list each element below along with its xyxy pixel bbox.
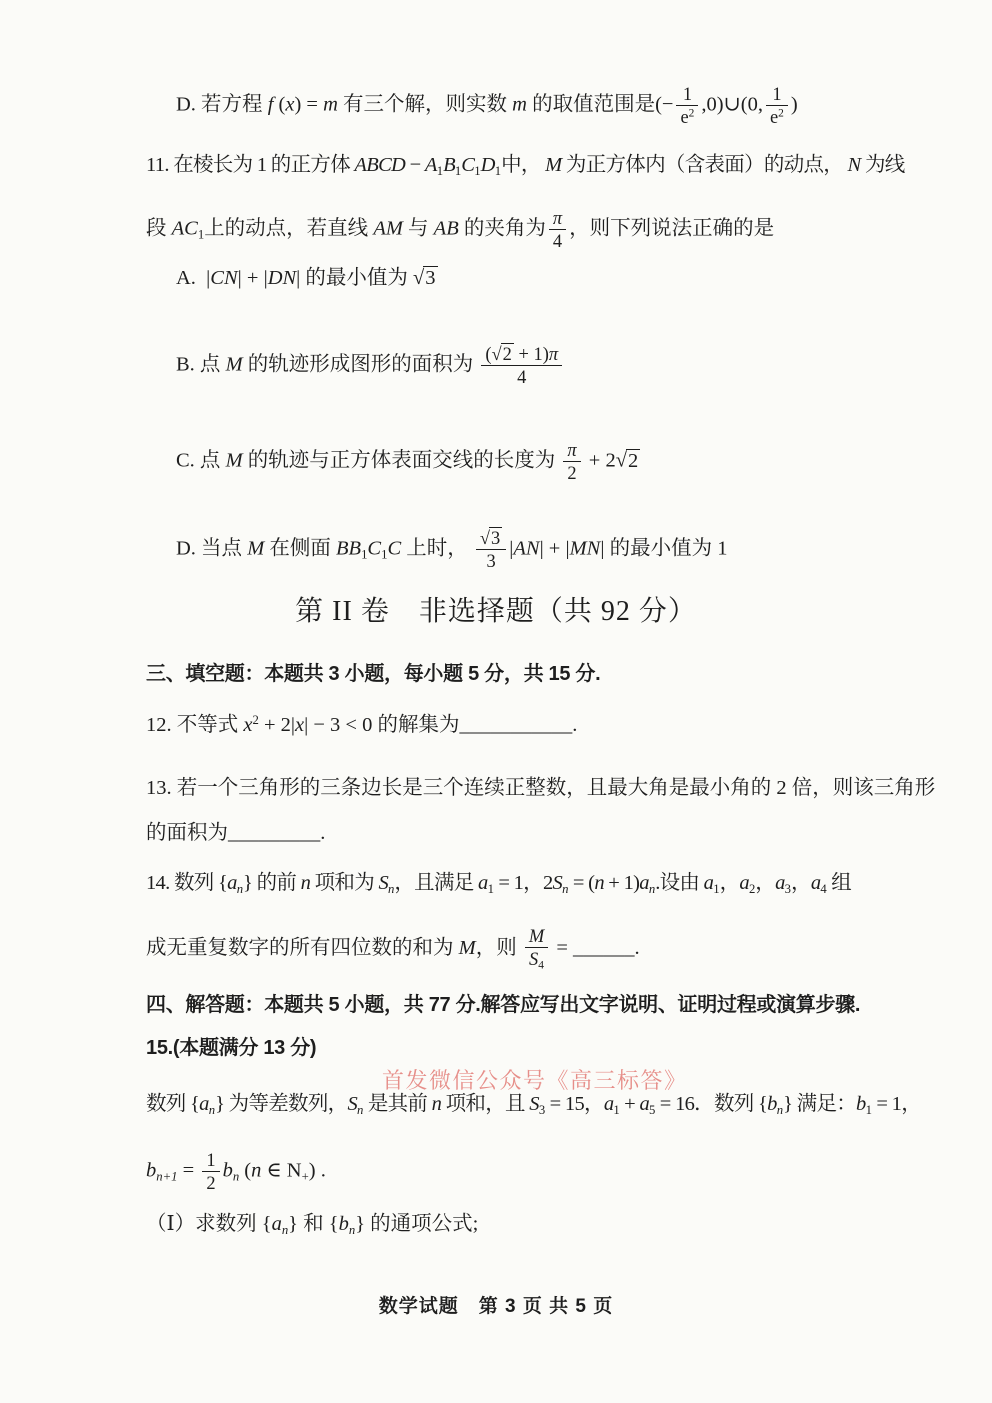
- math-var: x: [295, 714, 305, 736]
- question-13-line-1: [146, 775, 935, 802]
- text: 在侧面: [264, 537, 337, 560]
- question-15-stem-line-2: [146, 1150, 326, 1194]
- text: ，则下列说法正确的是: [569, 217, 775, 240]
- math-var: x: [285, 93, 295, 116]
- math-var: b: [222, 1159, 233, 1182]
- text: } 为等差数列，: [215, 1093, 348, 1115]
- text: e: [769, 107, 779, 128]
- text: 项和为: [310, 872, 379, 894]
- subscript: 1: [713, 881, 720, 896]
- numerator: [481, 344, 562, 366]
- fraction: [676, 84, 698, 128]
- text: = ______.: [551, 936, 640, 959]
- subscript: 4: [538, 959, 544, 972]
- text: =: [177, 1159, 200, 1182]
- question-10-option-d: [176, 84, 798, 128]
- math-var: MN: [569, 537, 601, 560]
- math-var: M: [458, 936, 476, 959]
- denominator: [481, 366, 562, 387]
- fraction: [476, 528, 506, 572]
- math-var: n: [300, 872, 311, 894]
- radicand: 2: [627, 449, 639, 472]
- text: 的取值范围是(−: [526, 93, 674, 116]
- subscript: 1: [613, 1102, 620, 1117]
- radical-sign-icon: √: [413, 267, 424, 289]
- text: = 1，: [871, 1093, 922, 1115]
- text: 14. 数列 {: [146, 872, 228, 894]
- text: −: [405, 154, 425, 176]
- question-11-option-a: [176, 265, 438, 292]
- text: ___________.: [459, 714, 578, 736]
- text: 成无重复数字的所有四位数的和为: [146, 936, 459, 959]
- math-var: M: [225, 449, 243, 472]
- denominator: [563, 462, 580, 483]
- math-var: AC: [171, 217, 198, 240]
- numerator: [563, 440, 580, 462]
- subscript: n: [776, 1102, 784, 1117]
- text: + 2: [583, 449, 616, 472]
- subscript: 1: [474, 163, 481, 178]
- text: D. 当点: [176, 537, 248, 560]
- math-var: a: [810, 872, 821, 894]
- math-var: B: [443, 154, 455, 176]
- subscript: n: [208, 1102, 216, 1117]
- subscript: n: [281, 1222, 289, 1237]
- text: 段: [146, 217, 172, 240]
- math-var: CN: [210, 267, 238, 289]
- sqrt: [492, 343, 514, 364]
- text: = (: [568, 872, 595, 894]
- radicand: 2: [502, 344, 512, 364]
- question-15-stem-line-1: [146, 1091, 921, 1118]
- math-var: a: [271, 1213, 282, 1235]
- fraction: [202, 1150, 219, 1194]
- question-11-option-d: [176, 528, 727, 572]
- math-var: a: [739, 872, 749, 894]
- superscript: 2: [778, 108, 784, 121]
- math-var: a: [199, 1093, 209, 1115]
- denominator: [525, 948, 548, 972]
- bold-text: 三、填空题：本题共 3 小题，每小题 5 分，共 15 分.: [146, 663, 601, 685]
- text: = 15，: [545, 1093, 604, 1115]
- math-var: M: [225, 353, 243, 376]
- text: 的面积为_________.: [146, 822, 326, 844]
- math-var: S: [529, 1093, 539, 1115]
- math-var: BB: [336, 537, 362, 560]
- math-var: AN: [513, 537, 540, 560]
- text: 为线: [860, 154, 905, 176]
- radicand: 3: [491, 528, 501, 548]
- text: 上的动点，若直线: [204, 217, 374, 240]
- text: ，: [755, 872, 776, 894]
- text: 首发微信公众号《高三标答》: [382, 1068, 688, 1093]
- question-11-option-c: [176, 440, 640, 484]
- text: = 16．数列 {: [655, 1093, 768, 1115]
- math-var: b: [338, 1213, 349, 1235]
- text: + 1): [513, 344, 549, 364]
- text: 11. 在棱长为 1 的正方体: [146, 154, 355, 176]
- math-var: a: [603, 1093, 614, 1115]
- text: 第 II 卷 非选择题（共 92 分）: [295, 596, 697, 627]
- text: } 和 {: [288, 1213, 339, 1235]
- text: | + |: [237, 267, 268, 289]
- text: 4: [517, 367, 527, 388]
- math-var: N: [847, 154, 861, 176]
- subscript: 1: [494, 163, 502, 178]
- subscript: n: [348, 1222, 356, 1237]
- text: ,0)∪(0,: [701, 93, 763, 116]
- text: | 的最小值为: [296, 267, 414, 289]
- subscript: 3: [538, 1102, 546, 1117]
- superscript: 2: [252, 713, 259, 728]
- subscript: n+1: [156, 1169, 178, 1184]
- numerator: [676, 84, 698, 106]
- question-13-line-2: [146, 820, 325, 847]
- subscript: n: [388, 881, 395, 896]
- text: 项和，且: [441, 1093, 530, 1115]
- text: 与: [402, 217, 434, 240]
- subscript: 4: [820, 881, 827, 896]
- text: ) =: [294, 93, 324, 116]
- text: （Ⅰ）求数列 {: [146, 1213, 272, 1235]
- answer-section-header: [146, 992, 860, 1018]
- text: |: [509, 537, 514, 560]
- math-var: x: [243, 714, 253, 736]
- text: } 满足：: [783, 1093, 857, 1115]
- denominator: [476, 550, 506, 571]
- text: 为正方体内（含表面）的动点，: [561, 154, 848, 176]
- text: A. |: [176, 267, 211, 289]
- math-var: b: [146, 1159, 157, 1182]
- subscript: 1: [454, 163, 462, 178]
- question-14-line-2: [146, 926, 640, 972]
- denominator: [766, 106, 788, 127]
- text: | 的最小值为 1: [600, 537, 728, 560]
- math-var: C: [367, 537, 382, 560]
- sqrt: [413, 266, 438, 289]
- question-15-header: [146, 1035, 316, 1061]
- text: 2: [567, 463, 577, 484]
- text: 有三个解，则实数: [337, 93, 513, 116]
- fraction: [549, 208, 566, 252]
- math-var: b: [856, 1093, 866, 1115]
- math-var: m: [512, 93, 527, 116]
- text: 12. 不等式: [146, 714, 244, 736]
- math-var: C: [387, 537, 402, 560]
- math-var: a: [639, 1093, 650, 1115]
- radical-sign-icon: √: [479, 528, 490, 548]
- math-var: a: [703, 872, 714, 894]
- text: + 1): [603, 872, 640, 894]
- subscript: 2: [748, 881, 756, 896]
- text: 中，: [501, 154, 546, 176]
- fraction: [563, 440, 580, 484]
- text: C. 点: [176, 449, 226, 472]
- math-var: π: [552, 208, 563, 228]
- text: ，: [719, 872, 740, 894]
- question-11-option-b: [176, 344, 565, 388]
- math-var: M: [528, 926, 545, 946]
- radicand: 3: [425, 267, 436, 289]
- text: (: [273, 93, 286, 116]
- text: 的夹角为: [458, 217, 546, 240]
- text: | + |: [539, 537, 570, 560]
- text: = 1，2: [493, 872, 553, 894]
- text: 上时，: [401, 537, 473, 560]
- text: ，: [791, 872, 811, 894]
- text: ，且满足: [394, 872, 478, 894]
- text: } 的通项公式;: [355, 1213, 479, 1235]
- math-var: D: [480, 154, 495, 176]
- math-var: n: [251, 1159, 262, 1182]
- subscript: 1: [197, 227, 205, 242]
- math-var: AB: [433, 217, 459, 240]
- text: ，则: [475, 936, 522, 959]
- text: + 2|: [258, 714, 296, 736]
- text: 2: [206, 1173, 216, 1194]
- numerator: [202, 1150, 219, 1172]
- math-var: A: [424, 154, 437, 176]
- math-var: M: [545, 154, 562, 176]
- text: 3: [486, 551, 496, 572]
- denominator: [202, 1172, 219, 1193]
- question-15-part-1: [146, 1211, 478, 1238]
- subscript: n: [357, 1102, 364, 1117]
- text: | − 3 < 0 的解集为: [304, 714, 460, 736]
- math-var: ABCD: [354, 154, 406, 176]
- superscript: 2: [688, 108, 695, 121]
- bold-text: 15.(本题满分 13 分): [146, 1037, 317, 1059]
- fill-in-section-header: [146, 661, 600, 687]
- denominator: [676, 106, 698, 127]
- fraction: [481, 344, 562, 388]
- math-var: AM: [373, 217, 403, 240]
- math-var: n: [594, 872, 604, 894]
- math-var: a: [775, 872, 785, 894]
- math-var: n: [431, 1093, 442, 1115]
- text: 4: [552, 231, 563, 252]
- subscript: n: [648, 881, 656, 896]
- text: e: [680, 107, 689, 128]
- numerator: [549, 208, 566, 230]
- subscript: n: [562, 881, 569, 896]
- text: D. 若方程: [176, 93, 268, 116]
- math-var: π: [567, 440, 577, 460]
- question-11-stem-line-1: [146, 152, 905, 179]
- math-var: M: [247, 537, 265, 560]
- math-var: π: [548, 344, 559, 364]
- question-14-line-1: [146, 870, 851, 897]
- section-2-title: [0, 594, 992, 630]
- math-var: S: [529, 949, 539, 970]
- text: 1: [772, 84, 782, 104]
- text: .设由: [655, 872, 704, 894]
- bold-text: 四、解答题：本题共 5 小题，共 77 分.解答应写出文字说明、证明过程或演算步骤.: [146, 994, 861, 1016]
- question-11-stem-line-2: [146, 208, 774, 252]
- math-var: a: [639, 872, 649, 894]
- fraction: [525, 926, 548, 972]
- text: 组: [826, 872, 851, 894]
- text: 1: [206, 1150, 216, 1170]
- subscript: 1: [361, 547, 368, 562]
- math-var: DN: [267, 267, 297, 289]
- text: 的轨迹与正方体表面交线的长度为: [242, 449, 561, 472]
- question-12: [146, 712, 577, 739]
- math-var: f: [267, 93, 274, 116]
- subscript: 1: [865, 1102, 872, 1117]
- denominator: [549, 230, 566, 251]
- subscript: n: [232, 1169, 240, 1184]
- numerator: [525, 926, 548, 948]
- numerator: [766, 84, 788, 106]
- numerator: [476, 528, 506, 550]
- math-var: S: [378, 872, 389, 894]
- radical-sign-icon: √: [615, 449, 626, 472]
- text: ): [790, 93, 798, 116]
- text: (: [239, 1159, 252, 1182]
- text: 13. 若一个三角形的三条边长是三个连续正整数，且最大角是最小角的 2 倍，则该三角形: [146, 777, 936, 799]
- subscript: 1: [436, 163, 444, 178]
- sqrt: [480, 527, 502, 548]
- radical-sign-icon: √: [491, 344, 501, 364]
- text: } 的前: [243, 872, 301, 894]
- subscript: 3: [784, 881, 792, 896]
- text: 1: [682, 84, 693, 104]
- subscript: +: [301, 1169, 309, 1184]
- subscript: 5: [649, 1102, 656, 1117]
- math-var: b: [767, 1093, 777, 1115]
- math-var: C: [461, 154, 475, 176]
- subscript: 1: [381, 547, 388, 562]
- math-var: a: [478, 872, 488, 894]
- text: ∈ N: [261, 1159, 302, 1182]
- sqrt: [616, 449, 641, 472]
- text: B. 点: [176, 353, 226, 376]
- page-footer: [0, 1295, 992, 1320]
- text: (: [485, 344, 492, 364]
- math-var: m: [323, 93, 338, 116]
- bold-text: 数学试题 第 3 页 共 5 页: [378, 1296, 614, 1317]
- subscript: n: [236, 881, 244, 896]
- text: 的轨迹形成图形的面积为: [242, 353, 479, 376]
- text: +: [619, 1093, 640, 1115]
- text: 数列 {: [146, 1093, 200, 1115]
- text: 是其前: [363, 1093, 432, 1115]
- subscript: 1: [487, 881, 494, 896]
- fraction: [766, 84, 788, 128]
- math-var: S: [552, 872, 563, 894]
- text: ) .: [308, 1159, 326, 1182]
- math-var: S: [347, 1093, 358, 1115]
- math-var: a: [227, 872, 237, 894]
